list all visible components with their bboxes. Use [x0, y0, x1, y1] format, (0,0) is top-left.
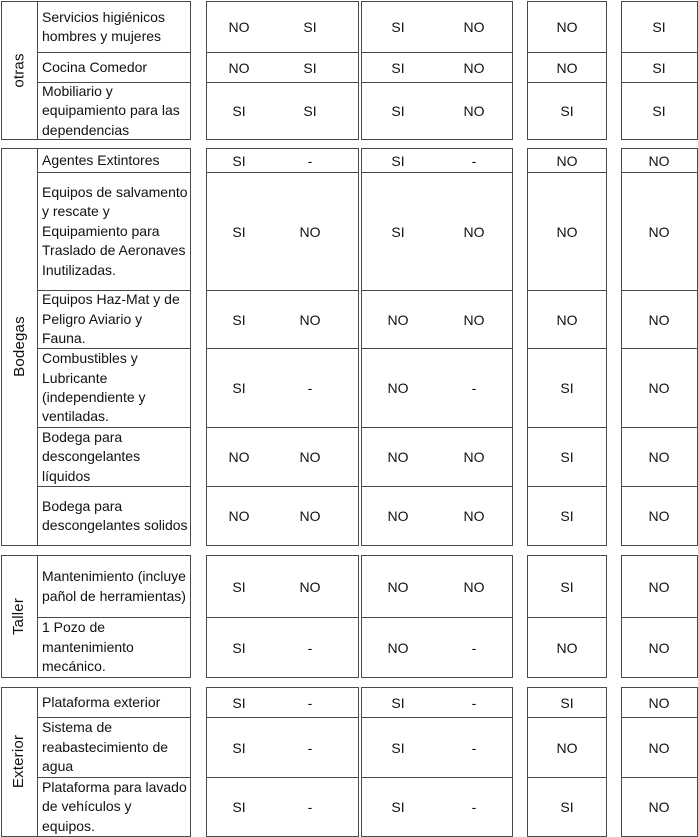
value-cell: NO [463, 19, 485, 35]
grid-line [190, 1, 191, 140]
value-cell: SI [560, 103, 574, 119]
grid-line [361, 139, 513, 140]
value-cell: NO [463, 508, 485, 524]
value-cell: SI [560, 449, 574, 465]
value-cell: NO [228, 19, 250, 35]
grid-line [606, 555, 607, 678]
grid-line [512, 148, 513, 546]
value-cell: SI [391, 739, 405, 756]
value-cell: NO [648, 508, 670, 524]
grid-line [527, 687, 528, 837]
value-cell: NO [648, 739, 670, 756]
grid-line [358, 1, 359, 140]
grid-line [37, 555, 38, 678]
grid-line [527, 677, 607, 678]
value-cell: NO [463, 103, 485, 119]
row-label: Servicios higiénicos hombres y mujeres [42, 8, 165, 44]
value-cell: SI [232, 223, 246, 240]
value-cell: NO [648, 311, 670, 328]
grid-line [361, 555, 362, 678]
value-cell: NO [556, 59, 578, 76]
value-cell: SI [560, 380, 574, 396]
value-cell: - [307, 380, 313, 396]
value-cell: NO [463, 59, 485, 76]
grid-line [527, 555, 528, 678]
value-cell: SI [391, 19, 405, 35]
value-cell: SI [391, 152, 405, 169]
grid-line [1, 677, 38, 678]
grid-line [527, 139, 607, 140]
row-label: Equipos de salvamento y rescate y Equipamiento para Traslado de Aeronaves Inutilizadas. [42, 183, 188, 278]
grid-line [361, 148, 362, 546]
value-cell: NO [299, 578, 321, 595]
grid-line [527, 545, 607, 546]
category-label [1, 687, 37, 836]
value-cell: - [307, 694, 313, 711]
value-cell: NO [463, 578, 485, 595]
grid-line [361, 545, 513, 546]
value-cell: NO [228, 59, 250, 76]
value-cell: SI [232, 103, 246, 119]
value-cell: - [307, 639, 313, 656]
row-label: Sistema de reabastecimiento de agua [42, 719, 169, 775]
grid-line [190, 687, 191, 837]
value-cell: NO [228, 449, 250, 465]
category-label [1, 555, 37, 677]
value-cell: NO [299, 449, 321, 465]
category-text: otras [10, 52, 28, 88]
value-cell: NO [648, 639, 670, 656]
value-cell: NO [463, 223, 485, 240]
row-label: 1 Pozo de mantenimiento mecánico. [42, 619, 134, 675]
grid-line [512, 555, 513, 678]
value-cell: NO [556, 152, 578, 169]
grid-line [358, 687, 359, 837]
grid-line [37, 687, 38, 837]
value-cell: NO [387, 578, 409, 595]
row-label: Bodega para descongelantes líquidos [42, 428, 141, 484]
row-label: Mantenimiento (incluye pañol de herramientas) [42, 568, 186, 604]
value-cell: NO [556, 19, 578, 35]
row-label: Cocina Comedor [42, 58, 148, 75]
row-label: Equipos Haz-Mat y de Peligro Aviario y Fauna. [42, 291, 180, 347]
grid-line [190, 555, 191, 678]
value-cell: SI [232, 739, 246, 756]
value-cell: SI [652, 59, 666, 76]
value-cell: SI [232, 152, 246, 169]
grid-line [621, 677, 698, 678]
value-cell: SI [232, 799, 246, 815]
value-cell: - [471, 694, 477, 711]
value-cell: SI [232, 380, 246, 396]
grid-line [37, 545, 191, 546]
value-cell: NO [648, 152, 670, 169]
value-cell: NO [463, 449, 485, 465]
value-cell: - [471, 152, 477, 169]
grid-line [527, 1, 528, 140]
grid-line [206, 677, 359, 678]
value-cell: NO [556, 223, 578, 240]
value-cell: - [307, 799, 313, 815]
value-cell: NO [299, 508, 321, 524]
grid-line [361, 677, 513, 678]
grid-line [206, 545, 359, 546]
category-text: Bodegas [10, 316, 28, 377]
row-label: Plataforma exterior [42, 693, 161, 710]
row-label: Mobiliario y equipamiento para las dependencias [42, 82, 180, 138]
grid-line [606, 1, 607, 140]
value-cell: SI [232, 694, 246, 711]
grid-line [512, 1, 513, 140]
category-label [1, 1, 37, 139]
value-cell: NO [648, 578, 670, 595]
value-cell: - [471, 799, 477, 815]
grid-line [606, 148, 607, 546]
value-cell: NO [387, 639, 409, 656]
grid-line [606, 687, 607, 837]
category-text: Exterior [10, 734, 28, 789]
grid-line [621, 545, 698, 546]
grid-line [361, 1, 362, 140]
grid-line [358, 148, 359, 546]
grid-line [37, 1, 38, 140]
value-cell: SI [391, 103, 405, 119]
value-cell: SI [560, 508, 574, 524]
grid-line [621, 687, 622, 837]
value-cell: - [307, 739, 313, 756]
value-cell: SI [391, 799, 405, 815]
value-cell: SI [232, 311, 246, 328]
row-label: Plataforma para lavado de vehículos y equipos. [42, 778, 187, 834]
value-cell: SI [391, 223, 405, 240]
grid-line [621, 148, 622, 546]
row-label: Combustibles y Lubricante (independiente y ventiladas. [42, 350, 146, 425]
value-cell: NO [387, 380, 409, 396]
value-cell: NO [228, 508, 250, 524]
grid-line [512, 687, 513, 837]
grid-line [621, 139, 698, 140]
grid-line [37, 677, 191, 678]
value-cell: NO [556, 311, 578, 328]
grid-line [1, 139, 38, 140]
value-cell: SI [391, 694, 405, 711]
value-cell: SI [303, 59, 317, 76]
value-cell: - [307, 152, 313, 169]
grid-line [361, 687, 362, 837]
row-label: Bodega para descongelantes solidos [42, 497, 188, 533]
value-cell: - [471, 639, 477, 656]
value-cell: NO [556, 739, 578, 756]
value-cell: NO [648, 223, 670, 240]
value-cell: SI [303, 19, 317, 35]
value-cell: NO [387, 449, 409, 465]
grid-line [621, 1, 622, 140]
grid-line [1, 545, 38, 546]
grid-line [527, 148, 528, 546]
value-cell: SI [232, 578, 246, 595]
value-cell: NO [387, 311, 409, 328]
value-cell: NO [648, 380, 670, 396]
value-cell: SI [391, 59, 405, 76]
grid-line [621, 555, 622, 678]
value-cell: NO [648, 449, 670, 465]
grid-line [206, 139, 359, 140]
value-cell: SI [652, 103, 666, 119]
value-cell: NO [299, 223, 321, 240]
value-cell: - [471, 739, 477, 756]
value-cell: NO [299, 311, 321, 328]
value-cell: SI [652, 19, 666, 35]
value-cell: NO [387, 508, 409, 524]
value-cell: NO [556, 639, 578, 656]
value-cell: NO [648, 694, 670, 711]
grid-line [190, 148, 191, 546]
row-label: Agentes Extintores [42, 151, 160, 168]
value-cell: SI [560, 799, 574, 815]
value-cell: SI [303, 103, 317, 119]
grid-line [37, 148, 38, 546]
value-cell: - [471, 380, 477, 396]
value-cell: NO [648, 799, 670, 815]
value-cell: SI [560, 694, 574, 711]
value-cell: SI [232, 639, 246, 656]
category-text: Taller [10, 597, 28, 635]
value-cell: NO [463, 311, 485, 328]
value-cell: SI [560, 578, 574, 595]
grid-line [358, 555, 359, 678]
category-label [1, 148, 37, 545]
